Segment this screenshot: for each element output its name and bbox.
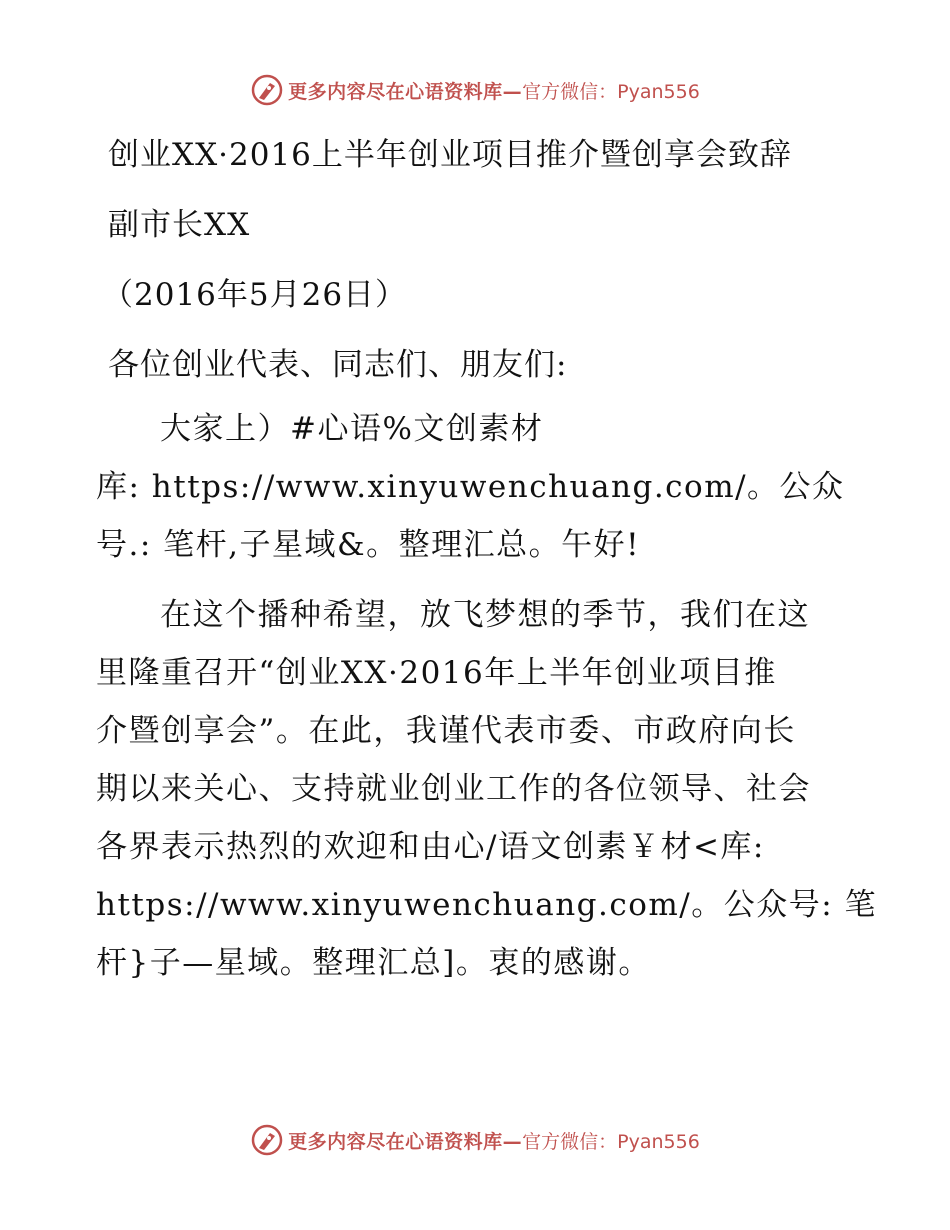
banner-text: 更多内容尽在心语资料库— [288, 1130, 523, 1153]
paragraph-line: 里隆重召开“创业XX·2016年上半年创业项目推 [96, 655, 777, 691]
salutation: 各位创业代表、同志们、朋友们: [108, 347, 568, 383]
banner-wechat: 官方微信：Pyan556 [522, 1130, 700, 1153]
paragraph-line: 各界表示热烈的欢迎和由心/语文创素￥材<库: [96, 829, 765, 865]
document-body [96, 120, 878, 992]
speaker-line: 副市长XX [108, 207, 251, 243]
paragraph-line: 库: https://www.xinyuwenchuang.com/。公众 [96, 469, 845, 505]
paragraph-1 [96, 400, 856, 574]
paragraph-line: 在这个播种希望，放飞梦想的季节，我们在这 [160, 597, 810, 633]
paragraph-line: 号.: 笔杆,子星域&。整理汇总。午好! [96, 527, 641, 563]
footer-watermark-banner [0, 1120, 950, 1160]
paragraph-line: 大家上）#心语%文创素材 [160, 411, 544, 447]
paragraph-line: 期以来关心、支持就业创业工作的各位领导、社会 [96, 771, 811, 807]
banner-wechat: 官方微信：Pyan556 [522, 80, 700, 103]
header-watermark-banner [0, 70, 950, 110]
paragraph-line: https://www.xinyuwenchuang.com/。公众号: 笔 [96, 887, 878, 923]
paragraph-2 [96, 586, 878, 992]
pen-nib-logo-icon [250, 73, 284, 107]
pen-nib-logo-icon [250, 1123, 284, 1157]
paragraph-line: 杆}子—星域。整理汇总]。衷的感谢。 [96, 945, 651, 981]
date-line: （2016年5月26日） [102, 277, 408, 313]
paragraph-line: 介暨创享会”。在此，我谨代表市委、市政府向长 [96, 713, 796, 749]
banner-text: 更多内容尽在心语资料库— [288, 80, 523, 103]
document-title: 创业XX·2016上半年创业项目推介暨创享会致辞 [108, 137, 792, 173]
